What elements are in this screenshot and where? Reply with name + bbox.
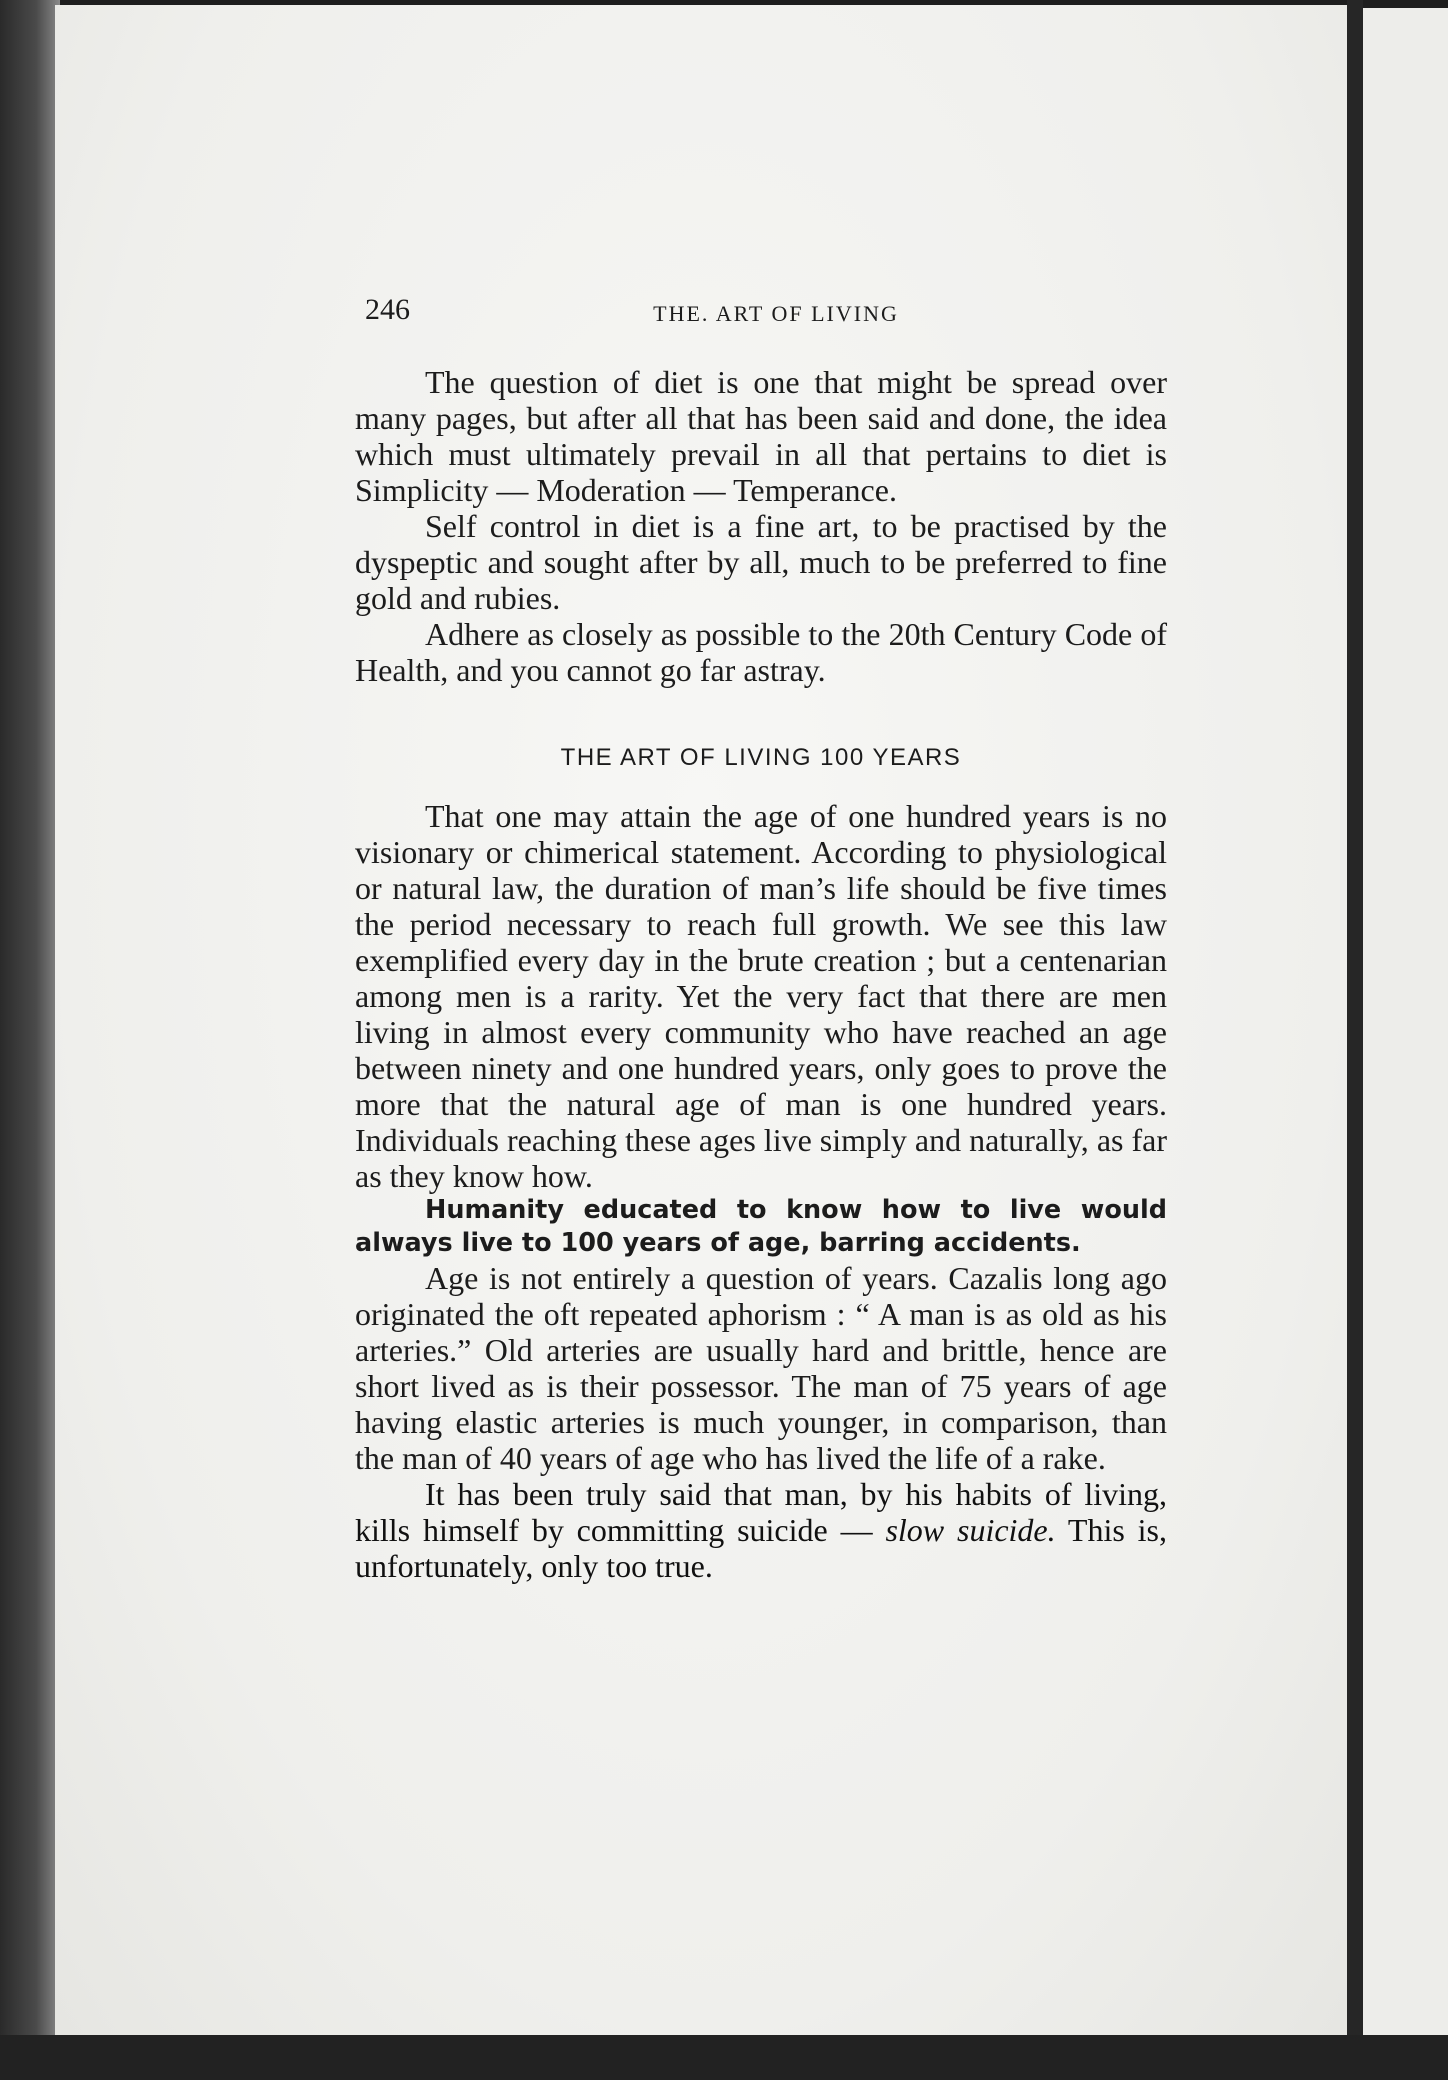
paragraph-diet-question: The question of diet is one that might be spread over many pages, but after all that has been said and done, the idea which must ultimately prevail in all that pertains to diet is Simplicity — Moderation — Temperance.	[355, 364, 1167, 508]
paragraph-arteries: Age is not entirely a question of years. Cazalis long ago originated the oft repeated aphorism : “ A man is as old as his arteries.” Old arteries are usually hard and brittle, hence are short lived as is their possessor. The man of 75 years of age having elastic arteries is much younger, in comparison, than the man of 40 years of age who has lived the life of a rake.	[355, 1260, 1167, 1476]
scan-bottom-edge	[0, 2035, 1448, 2080]
paragraph-code-of-health: Adhere as closely as possible to the 20th Century Code of Health, and you cannot go far astray.	[355, 616, 1167, 688]
page-number: 246	[365, 293, 410, 326]
slow-suicide-text-after: This is, unfortunately, only too true.	[355, 1512, 1168, 1584]
paragraph-hundred-years: That one may attain the age of one hundred years is no visionary or chimerical statement. According to physiological or natural law, the duration of man’s life should be five times the period necessary to reach full growth. We see this law exemplified every day in the brute creation ; but a centenarian among men is a rarity. Yet the very fact that there are men living in almost every community who have reached an age between ninety and one hundred years, only goes to prove the more that the natural age of man is one hundred years. Individuals reaching these ages live simply and naturally, as far as they know how.	[355, 798, 1167, 1194]
page-gutter	[1347, 0, 1363, 2050]
facing-page-edge	[1363, 8, 1448, 2038]
paragraph-slow-suicide	[355, 1476, 1167, 1584]
paragraph-self-control: Self control in diet is a fine art, to be practised by the dyspeptic and sought after by all, much to be preferred to fine gold and rubies.	[355, 508, 1167, 616]
scan-left-edge	[0, 0, 60, 2080]
running-head	[355, 288, 1167, 324]
section-heading: THE ART OF LIVING 100 YEARS	[560, 744, 962, 771]
page-text-block	[355, 288, 1167, 1584]
running-title: THE. ART OF LIVING	[653, 301, 899, 326]
slow-suicide-italic: slow suicide.	[885, 1512, 1056, 1548]
slow-suicide-text-before: It has been truly said that man, by his habits of living, kills himself by committing suicide —	[355, 1476, 1167, 1548]
bold-statement: Humanity educated to know how to live would always live to 100 years of age, barring accidents.	[355, 1195, 1167, 1258]
